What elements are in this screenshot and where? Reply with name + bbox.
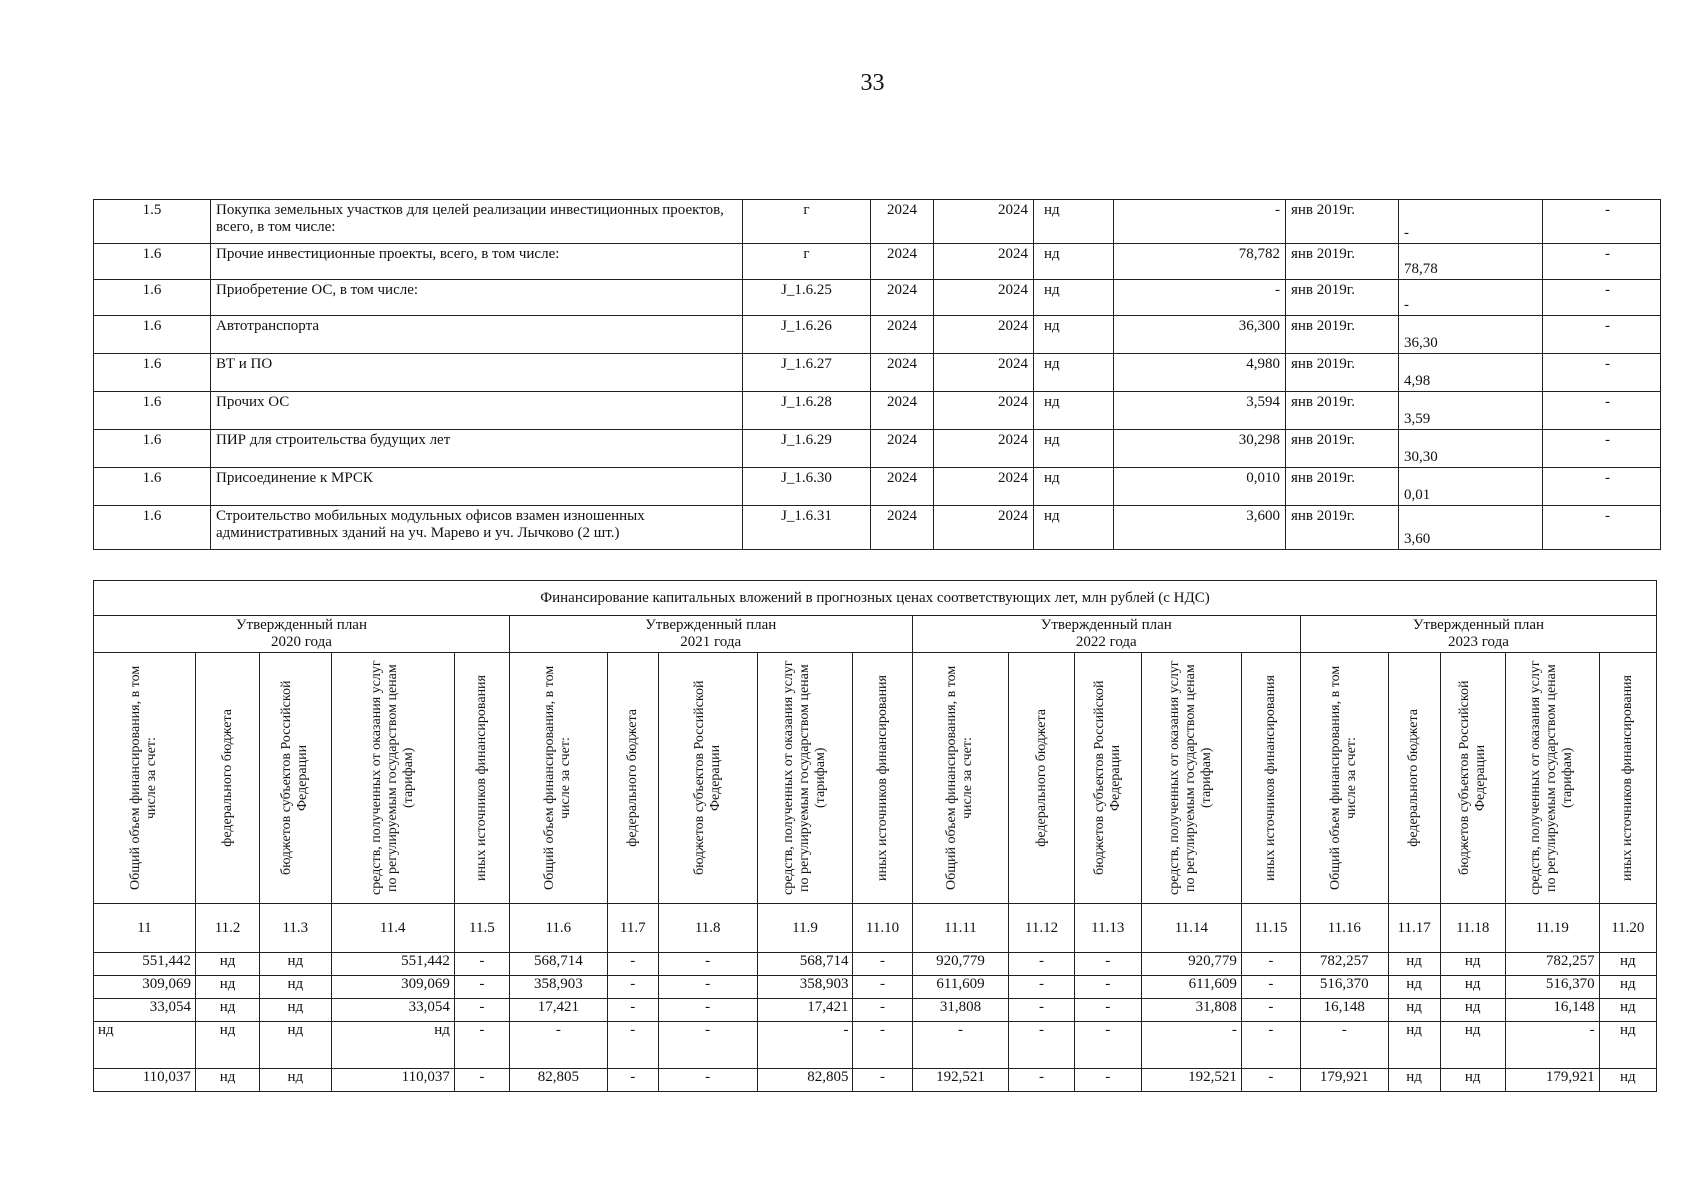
table-cell: нд: [195, 953, 259, 976]
row-name: Приобретение ОС, в том числе:: [211, 280, 743, 316]
table-cell: 920,779: [912, 953, 1009, 976]
row-year-start: 2024: [871, 280, 934, 316]
row-index: 1.6: [94, 468, 211, 506]
column-number: 11.18: [1440, 904, 1505, 953]
table-cell: нд: [331, 1022, 454, 1069]
plan-year-label: Утвержденный план: [645, 617, 777, 633]
table-cell: 192,521: [912, 1069, 1009, 1092]
column-header: [1440, 653, 1505, 904]
column-header: [331, 653, 454, 904]
table-cell: -: [658, 999, 757, 1022]
table-cell: -: [1241, 1069, 1300, 1092]
table-cell: -: [853, 1069, 912, 1092]
row-name: Строительство мобильных модульных офисов взамен изношенных административных зданий на уч. Марево и уч. Лычково (2 шт.): [211, 506, 743, 550]
row-year-end: 2024: [934, 506, 1034, 550]
column-header: [757, 653, 853, 904]
table-cell: -: [912, 1022, 1009, 1069]
row-year-end: 2024: [934, 468, 1034, 506]
row-last: -: [1543, 430, 1661, 468]
row-value: 36,300: [1114, 316, 1286, 354]
row-year-start: 2024: [871, 244, 934, 280]
column-number: 11.13: [1074, 904, 1141, 953]
table-cell: -: [853, 953, 912, 976]
table-row: [94, 392, 1661, 430]
table-cell: -: [454, 1069, 509, 1092]
table-cell: -: [1009, 1022, 1074, 1069]
table-cell: -: [1009, 976, 1074, 999]
table-cell: 179,921: [1505, 1069, 1599, 1092]
row-code: J_1.6.28: [743, 392, 871, 430]
row-date: янв 2019г.: [1286, 392, 1399, 430]
row-nd: нд: [1034, 468, 1114, 506]
row-value-rounded: 4,98: [1399, 354, 1543, 392]
column-header-label: средств, полученных от оказания услуг по регулируемым государством ценам (тарифам): [781, 660, 829, 896]
table-cell: нд: [1599, 1069, 1656, 1092]
table-cell: -: [853, 999, 912, 1022]
table-cell: -: [607, 953, 658, 976]
table-cell: 31,808: [1141, 999, 1241, 1022]
table-cell: -: [658, 1022, 757, 1069]
column-header-label: средств, полученных от оказания услуг по регулируемым государством ценам (тарифам): [1167, 660, 1215, 896]
table-cell: -: [509, 1022, 607, 1069]
plan-year-label: Утвержденный план: [1040, 617, 1172, 633]
table-cell: нд: [260, 976, 331, 999]
row-last: -: [1543, 244, 1661, 280]
table-cell: -: [1009, 999, 1074, 1022]
column-header-label: бюджетов субъектов Российской Федерации: [279, 680, 311, 876]
table-cell: 568,714: [757, 953, 853, 976]
table-cell: -: [1241, 1022, 1300, 1069]
column-header-label: бюджетов субъектов Российской Федерации: [1456, 680, 1488, 876]
row-year-end: 2024: [934, 244, 1034, 280]
row-value: 3,600: [1114, 506, 1286, 550]
table-cell: нд: [1599, 999, 1656, 1022]
table-cell: 568,714: [509, 953, 607, 976]
row-year-end: 2024: [934, 280, 1034, 316]
table-row: [94, 999, 1657, 1022]
row-code: J_1.6.26: [743, 316, 871, 354]
row-nd: нд: [1034, 354, 1114, 392]
column-number: 11.9: [757, 904, 853, 953]
table-cell: нд: [1440, 1022, 1505, 1069]
table-row: [94, 506, 1661, 550]
row-year-start: 2024: [871, 430, 934, 468]
row-date: янв 2019г.: [1286, 280, 1399, 316]
plan-year-header: [94, 616, 510, 653]
column-number: 11.15: [1241, 904, 1300, 953]
column-header-label: Общий объем финансирования, в том числе за счет:: [128, 665, 160, 891]
column-number: 11.11: [912, 904, 1009, 953]
table-cell: 16,148: [1300, 999, 1388, 1022]
plan-year-value: 2021 года: [680, 634, 742, 650]
row-value-rounded: 36,30: [1399, 316, 1543, 354]
table-cell: 611,609: [912, 976, 1009, 999]
row-year-start: 2024: [871, 392, 934, 430]
column-header: [1505, 653, 1599, 904]
table-cell: -: [1074, 1022, 1141, 1069]
row-code: г: [743, 200, 871, 244]
row-last: -: [1543, 354, 1661, 392]
column-header-label: иных источников финансирования: [874, 675, 890, 881]
row-last: -: [1543, 280, 1661, 316]
column-header-label: бюджетов субъектов Российской Федерации: [1091, 680, 1123, 876]
table-cell: нд: [1388, 976, 1440, 999]
row-date: янв 2019г.: [1286, 468, 1399, 506]
table-cell: -: [454, 999, 509, 1022]
table-cell: 309,069: [331, 976, 454, 999]
column-header: [509, 653, 607, 904]
row-last: -: [1543, 200, 1661, 244]
table-cell: нд: [1440, 999, 1505, 1022]
table-cell: 82,805: [509, 1069, 607, 1092]
financing-table-title: Финансирование капитальных вложений в прогнозных ценах соответствующих лет, млн рублей (с НДС): [94, 581, 1657, 616]
table-row: [94, 316, 1661, 354]
column-number: 11.2: [195, 904, 259, 953]
column-header-label: федерального бюджета: [1033, 709, 1049, 847]
table-row: [94, 354, 1661, 392]
row-last: -: [1543, 316, 1661, 354]
column-number: 11.14: [1141, 904, 1241, 953]
column-header-label: иных источников финансирования: [1262, 675, 1278, 881]
row-value-rounded: -: [1399, 280, 1543, 316]
row-last: -: [1543, 392, 1661, 430]
table-cell: 309,069: [94, 976, 196, 999]
table-cell: 920,779: [1141, 953, 1241, 976]
row-code: J_1.6.31: [743, 506, 871, 550]
row-value-rounded: 3,59: [1399, 392, 1543, 430]
column-header-label: иных источников финансирования: [473, 675, 489, 881]
table-cell: 33,054: [331, 999, 454, 1022]
row-name: Автотранспорта: [211, 316, 743, 354]
table-cell: нд: [1388, 1069, 1440, 1092]
table-cell: нд: [1388, 953, 1440, 976]
column-header: [454, 653, 509, 904]
row-value: -: [1114, 200, 1286, 244]
table-cell: нд: [1440, 976, 1505, 999]
row-value-rounded: 3,60: [1399, 506, 1543, 550]
table-row: [94, 200, 1661, 244]
column-header-label: федерального бюджета: [1406, 709, 1422, 847]
row-name: ВТ и ПО: [211, 354, 743, 392]
plan-year-header: [1300, 616, 1656, 653]
row-value: -: [1114, 280, 1286, 316]
column-number: 11.16: [1300, 904, 1388, 953]
table-row: [94, 953, 1657, 976]
table-cell: -: [1074, 976, 1141, 999]
column-header-label: бюджетов субъектов Российской Федерации: [691, 680, 723, 876]
row-date: янв 2019г.: [1286, 200, 1399, 244]
row-year-start: 2024: [871, 506, 934, 550]
column-header: [1599, 653, 1656, 904]
table-cell: -: [1505, 1022, 1599, 1069]
column-header: [1388, 653, 1440, 904]
column-header: [1300, 653, 1388, 904]
table-cell: -: [1074, 999, 1141, 1022]
page-number: 33: [860, 70, 885, 96]
column-header: [607, 653, 658, 904]
table-cell: -: [1009, 953, 1074, 976]
column-header: [853, 653, 912, 904]
row-year-end: 2024: [934, 430, 1034, 468]
table-row: [94, 244, 1661, 280]
table-cell: 516,370: [1300, 976, 1388, 999]
table-cell: нд: [1388, 1022, 1440, 1069]
table-cell: нд: [195, 976, 259, 999]
column-header: [260, 653, 331, 904]
row-value: 3,594: [1114, 392, 1286, 430]
table-cell: -: [1074, 1069, 1141, 1092]
table-cell: -: [658, 953, 757, 976]
column-number: 11.7: [607, 904, 658, 953]
plan-year-value: 2020 года: [271, 634, 332, 650]
row-index: 1.6: [94, 506, 211, 550]
column-number: 11.17: [1388, 904, 1440, 953]
column-header: [195, 653, 259, 904]
column-number: 11: [94, 904, 196, 953]
row-nd: нд: [1034, 244, 1114, 280]
table-cell: 358,903: [509, 976, 607, 999]
table-cell: -: [1009, 1069, 1074, 1092]
row-value: 78,782: [1114, 244, 1286, 280]
table-cell: -: [658, 1069, 757, 1092]
table-row: [94, 976, 1657, 999]
column-header-label: Общий объем финансирования, в том числе за счет:: [1328, 665, 1360, 891]
column-header: [658, 653, 757, 904]
table-cell: 179,921: [1300, 1069, 1388, 1092]
table-cell: -: [607, 999, 658, 1022]
table-cell: -: [454, 976, 509, 999]
table-cell: -: [853, 976, 912, 999]
row-nd: нд: [1034, 316, 1114, 354]
plan-year-label: Утвержденный план: [1412, 617, 1545, 633]
table-cell: 82,805: [757, 1069, 853, 1092]
table-cell: -: [607, 1069, 658, 1092]
column-header-label: иных источников финансирования: [1619, 675, 1635, 881]
row-nd: нд: [1034, 392, 1114, 430]
row-code: J_1.6.29: [743, 430, 871, 468]
row-value: 30,298: [1114, 430, 1286, 468]
table-row: [94, 430, 1661, 468]
column-header: [1141, 653, 1241, 904]
plan-year-header: [912, 616, 1300, 653]
table-row: [94, 280, 1661, 316]
column-header-label: Общий объем финансирования, в том числе за счет:: [542, 665, 574, 891]
table-row: [94, 468, 1661, 506]
row-index: 1.6: [94, 430, 211, 468]
table-cell: -: [658, 976, 757, 999]
column-number: 11.19: [1505, 904, 1599, 953]
column-number: 11.8: [658, 904, 757, 953]
table-cell: -: [454, 953, 509, 976]
table-row: [94, 1069, 1657, 1092]
table-cell: нд: [260, 1022, 331, 1069]
row-nd: нд: [1034, 200, 1114, 244]
table-cell: нд: [1440, 953, 1505, 976]
row-value-rounded: 78,78: [1399, 244, 1543, 280]
plan-year-label: Утвержденный план: [235, 617, 367, 633]
table-cell: нд: [1599, 1022, 1656, 1069]
table-cell: 551,442: [94, 953, 196, 976]
table-cell: 551,442: [331, 953, 454, 976]
row-index: 1.6: [94, 354, 211, 392]
table-cell: 31,808: [912, 999, 1009, 1022]
row-year-start: 2024: [871, 354, 934, 392]
column-number: 11.5: [454, 904, 509, 953]
table-cell: нд: [195, 1022, 259, 1069]
column-header: [912, 653, 1009, 904]
row-name: Прочих ОС: [211, 392, 743, 430]
table-cell: -: [1241, 999, 1300, 1022]
table-cell: 358,903: [757, 976, 853, 999]
column-header-label: Общий объем финансирования, в том числе за счет:: [944, 665, 976, 891]
table-cell: -: [757, 1022, 853, 1069]
column-number: 11.12: [1009, 904, 1074, 953]
table-cell: нд: [1599, 976, 1656, 999]
row-last: -: [1543, 468, 1661, 506]
row-index: 1.6: [94, 280, 211, 316]
table-cell: 16,148: [1505, 999, 1599, 1022]
row-name: Прочие инвестиционные проекты, всего, в том числе:: [211, 244, 743, 280]
column-number: 11.20: [1599, 904, 1656, 953]
row-value-rounded: -: [1399, 200, 1543, 244]
row-date: янв 2019г.: [1286, 354, 1399, 392]
table-cell: нд: [195, 999, 259, 1022]
column-header-label: средств, полученных от оказания услуг по регулируемым государством ценам (тарифам): [1528, 660, 1576, 896]
financing-table: [93, 580, 1657, 1092]
row-value-rounded: 30,30: [1399, 430, 1543, 468]
row-code: J_1.6.30: [743, 468, 871, 506]
row-value: 4,980: [1114, 354, 1286, 392]
row-code: J_1.6.25: [743, 280, 871, 316]
row-date: янв 2019г.: [1286, 316, 1399, 354]
column-number: 11.10: [853, 904, 912, 953]
row-last: -: [1543, 506, 1661, 550]
table-cell: нд: [1599, 953, 1656, 976]
row-code: J_1.6.27: [743, 354, 871, 392]
row-code: г: [743, 244, 871, 280]
table-cell: 110,037: [331, 1069, 454, 1092]
table-cell: 192,521: [1141, 1069, 1241, 1092]
row-year-end: 2024: [934, 200, 1034, 244]
row-year-start: 2024: [871, 200, 934, 244]
table-cell: 17,421: [757, 999, 853, 1022]
table-cell: 17,421: [509, 999, 607, 1022]
row-index: 1.5: [94, 200, 211, 244]
row-year-start: 2024: [871, 468, 934, 506]
row-year-end: 2024: [934, 392, 1034, 430]
row-index: 1.6: [94, 316, 211, 354]
table-cell: 782,257: [1300, 953, 1388, 976]
column-header-label: средств, полученных от оказания услуг по регулируемым государством ценам (тарифам): [368, 660, 416, 896]
table-cell: -: [454, 1022, 509, 1069]
row-nd: нд: [1034, 506, 1114, 550]
row-index: 1.6: [94, 244, 211, 280]
plan-year-header: [509, 616, 912, 653]
table-cell: -: [1300, 1022, 1388, 1069]
table-cell: 516,370: [1505, 976, 1599, 999]
plan-year-value: 2022 года: [1075, 634, 1137, 650]
table-cell: нд: [260, 1069, 331, 1092]
table-cell: нд: [260, 953, 331, 976]
row-name: Покупка земельных участков для целей реализации инвестиционных проектов, всего, в том числе:: [211, 200, 743, 244]
row-nd: нд: [1034, 430, 1114, 468]
table-cell: нд: [1388, 999, 1440, 1022]
column-header: [94, 653, 196, 904]
row-index: 1.6: [94, 392, 211, 430]
column-number: 11.3: [260, 904, 331, 953]
table-cell: 611,609: [1141, 976, 1241, 999]
row-year-end: 2024: [934, 354, 1034, 392]
row-date: янв 2019г.: [1286, 244, 1399, 280]
row-date: янв 2019г.: [1286, 430, 1399, 468]
row-name: ПИР для строительства будущих лет: [211, 430, 743, 468]
row-value: 0,010: [1114, 468, 1286, 506]
column-header: [1074, 653, 1141, 904]
column-header-label: федерального бюджета: [624, 709, 640, 847]
row-name: Присоединение к МРСК: [211, 468, 743, 506]
table-cell: -: [853, 1022, 912, 1069]
investment-projects-table: [93, 199, 1661, 550]
column-header-label: федерального бюджета: [219, 709, 235, 847]
column-header: [1241, 653, 1300, 904]
row-date: янв 2019г.: [1286, 506, 1399, 550]
table-cell: -: [1141, 1022, 1241, 1069]
table-cell: нд: [260, 999, 331, 1022]
table-row: [94, 1022, 1657, 1069]
table-cell: нд: [195, 1069, 259, 1092]
table-cell: -: [1241, 953, 1300, 976]
row-value-rounded: 0,01: [1399, 468, 1543, 506]
table-cell: 782,257: [1505, 953, 1599, 976]
row-nd: нд: [1034, 280, 1114, 316]
table-cell: -: [1241, 976, 1300, 999]
row-year-end: 2024: [934, 316, 1034, 354]
column-header: [1009, 653, 1074, 904]
table-cell: -: [607, 1022, 658, 1069]
row-year-start: 2024: [871, 316, 934, 354]
table-cell: нд: [94, 1022, 196, 1069]
table-cell: -: [1074, 953, 1141, 976]
table-cell: 33,054: [94, 999, 196, 1022]
table-cell: -: [607, 976, 658, 999]
table-cell: нд: [1440, 1069, 1505, 1092]
table-cell: 110,037: [94, 1069, 196, 1092]
plan-year-value: 2023 года: [1448, 634, 1509, 650]
column-number: 11.6: [509, 904, 607, 953]
column-number: 11.4: [331, 904, 454, 953]
